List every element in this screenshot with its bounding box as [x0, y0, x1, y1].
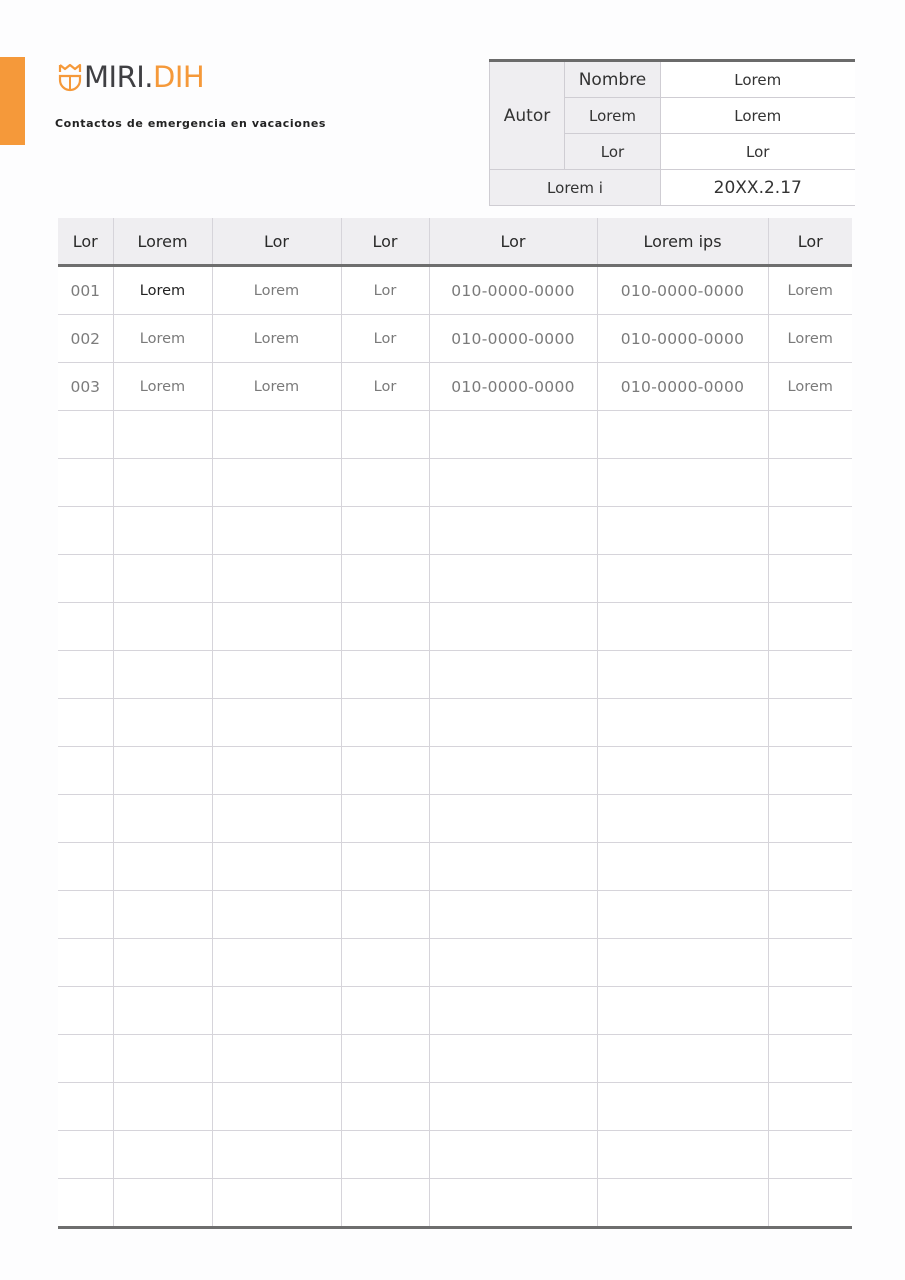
column-header: Lor [341, 218, 429, 266]
empty-cell[interactable] [597, 939, 768, 987]
empty-cell[interactable] [113, 795, 212, 843]
empty-cell[interactable] [768, 699, 852, 747]
document-subtitle: Contactos de emergencia en vacaciones [55, 117, 327, 130]
empty-cell[interactable] [113, 459, 212, 507]
empty-cell[interactable] [429, 411, 597, 459]
empty-cell[interactable] [58, 939, 113, 987]
column-header: Lor [212, 218, 341, 266]
empty-table-row [58, 411, 852, 459]
empty-cell[interactable] [341, 747, 429, 795]
empty-cell[interactable] [341, 507, 429, 555]
empty-cell[interactable] [768, 651, 852, 699]
table-cell[interactable]: 010-0000-0000 [429, 315, 597, 363]
empty-cell[interactable] [113, 411, 212, 459]
empty-cell[interactable] [429, 987, 597, 1035]
logo-main-text: MIRI [84, 59, 145, 94]
table-cell[interactable]: Lorem [768, 266, 852, 315]
empty-cell[interactable] [212, 1083, 341, 1131]
empty-table-row [58, 507, 852, 555]
info-row-label: Nombre [565, 61, 661, 98]
empty-cell[interactable] [212, 411, 341, 459]
empty-cell[interactable] [768, 891, 852, 939]
empty-cell[interactable] [429, 891, 597, 939]
empty-cell[interactable] [341, 843, 429, 891]
accent-bar [0, 57, 25, 145]
empty-cell[interactable] [58, 555, 113, 603]
empty-cell[interactable] [341, 891, 429, 939]
empty-cell[interactable] [212, 1035, 341, 1083]
empty-cell[interactable] [768, 843, 852, 891]
table-cell[interactable]: 010-0000-0000 [597, 315, 768, 363]
info-row-value[interactable]: Lorem [661, 98, 855, 134]
empty-cell[interactable] [597, 459, 768, 507]
empty-cell[interactable] [768, 939, 852, 987]
column-header: Lor [58, 218, 113, 266]
empty-table-row [58, 891, 852, 939]
date-label: Lorem i [490, 170, 661, 206]
table-cell[interactable]: Lorem [113, 363, 212, 411]
author-info-table [489, 59, 855, 206]
brand-logo [58, 60, 204, 94]
empty-cell[interactable] [113, 1083, 212, 1131]
empty-cell[interactable] [597, 987, 768, 1035]
empty-cell[interactable] [212, 459, 341, 507]
empty-cell[interactable] [429, 1179, 597, 1228]
empty-table-row [58, 747, 852, 795]
table-header-row [58, 218, 852, 266]
logo-dot: . [144, 59, 153, 94]
empty-cell[interactable] [58, 603, 113, 651]
empty-cell[interactable] [341, 411, 429, 459]
table-row [58, 315, 852, 363]
empty-cell[interactable] [768, 1083, 852, 1131]
empty-cell[interactable] [768, 459, 852, 507]
cat-mascot-icon [58, 62, 82, 92]
empty-cell[interactable] [597, 1083, 768, 1131]
empty-cell[interactable] [597, 555, 768, 603]
empty-cell[interactable] [341, 1083, 429, 1131]
empty-cell[interactable] [58, 1131, 113, 1179]
empty-cell[interactable] [597, 795, 768, 843]
table-cell[interactable]: Lor [341, 363, 429, 411]
empty-cell[interactable] [113, 603, 212, 651]
info-row-label: Lor [565, 134, 661, 170]
empty-cell[interactable] [58, 459, 113, 507]
empty-cell[interactable] [58, 987, 113, 1035]
empty-table-row [58, 987, 852, 1035]
table-cell[interactable]: Lorem [768, 363, 852, 411]
empty-cell[interactable] [429, 699, 597, 747]
column-header: Lor [429, 218, 597, 266]
empty-cell[interactable] [597, 507, 768, 555]
empty-cell[interactable] [768, 1131, 852, 1179]
empty-cell[interactable] [341, 699, 429, 747]
empty-cell[interactable] [58, 411, 113, 459]
empty-cell[interactable] [429, 939, 597, 987]
empty-cell[interactable] [341, 555, 429, 603]
empty-cell[interactable] [768, 603, 852, 651]
empty-cell[interactable] [212, 699, 341, 747]
table-cell[interactable]: Lor [341, 315, 429, 363]
empty-cell[interactable] [58, 1179, 113, 1228]
empty-table-row [58, 699, 852, 747]
empty-cell[interactable] [113, 699, 212, 747]
empty-cell[interactable] [768, 747, 852, 795]
empty-cell[interactable] [212, 507, 341, 555]
empty-cell[interactable] [58, 1035, 113, 1083]
empty-cell[interactable] [58, 795, 113, 843]
empty-cell[interactable] [429, 651, 597, 699]
table-cell[interactable]: Lorem [212, 363, 341, 411]
empty-cell[interactable] [113, 555, 212, 603]
empty-cell[interactable] [113, 843, 212, 891]
empty-cell[interactable] [429, 1035, 597, 1083]
empty-cell[interactable] [212, 939, 341, 987]
empty-cell[interactable] [58, 1083, 113, 1131]
empty-cell[interactable] [768, 1179, 852, 1228]
empty-cell[interactable] [429, 459, 597, 507]
empty-cell[interactable] [212, 1131, 341, 1179]
table-cell[interactable]: Lorem [113, 315, 212, 363]
empty-cell[interactable] [212, 795, 341, 843]
empty-cell[interactable] [429, 507, 597, 555]
empty-cell[interactable] [341, 795, 429, 843]
empty-cell[interactable] [768, 987, 852, 1035]
table-cell[interactable]: Lor [341, 266, 429, 315]
empty-cell[interactable] [341, 651, 429, 699]
table-cell[interactable]: Lorem [212, 266, 341, 315]
empty-cell[interactable] [341, 1131, 429, 1179]
empty-cell[interactable] [429, 795, 597, 843]
empty-cell[interactable] [212, 603, 341, 651]
table-cell[interactable]: 003 [58, 363, 113, 411]
table-cell[interactable]: 010-0000-0000 [597, 363, 768, 411]
empty-cell[interactable] [212, 891, 341, 939]
empty-cell[interactable] [113, 891, 212, 939]
date-row [490, 170, 855, 206]
empty-cell[interactable] [429, 1083, 597, 1131]
table-cell[interactable]: 010-0000-0000 [597, 266, 768, 315]
empty-cell[interactable] [429, 843, 597, 891]
empty-cell[interactable] [212, 1179, 341, 1228]
empty-table-row [58, 651, 852, 699]
empty-cell[interactable] [597, 411, 768, 459]
empty-cell[interactable] [58, 507, 113, 555]
empty-cell[interactable] [212, 555, 341, 603]
empty-cell[interactable] [341, 939, 429, 987]
empty-cell[interactable] [341, 1179, 429, 1228]
empty-table-row [58, 1131, 852, 1179]
empty-cell[interactable] [58, 699, 113, 747]
info-row-value[interactable]: Lor [661, 134, 855, 170]
empty-cell[interactable] [597, 1131, 768, 1179]
empty-cell[interactable] [212, 747, 341, 795]
column-header: Lorem [113, 218, 212, 266]
empty-cell[interactable] [597, 843, 768, 891]
table-cell[interactable]: 010-0000-0000 [429, 363, 597, 411]
info-row-label: Lorem [565, 98, 661, 134]
empty-cell[interactable] [58, 651, 113, 699]
empty-cell[interactable] [113, 651, 212, 699]
empty-cell[interactable] [768, 555, 852, 603]
empty-table-row [58, 1083, 852, 1131]
empty-table-row [58, 1035, 852, 1083]
column-header: Lorem ips [597, 218, 768, 266]
empty-cell[interactable] [768, 1035, 852, 1083]
empty-cell[interactable] [768, 411, 852, 459]
logo-accent-text: DIH [153, 59, 205, 94]
empty-cell[interactable] [58, 747, 113, 795]
empty-table-row [58, 555, 852, 603]
empty-cell[interactable] [341, 1035, 429, 1083]
empty-cell[interactable] [113, 747, 212, 795]
empty-cell[interactable] [597, 891, 768, 939]
empty-cell[interactable] [429, 555, 597, 603]
empty-cell[interactable] [597, 651, 768, 699]
empty-cell[interactable] [113, 1179, 212, 1228]
table-cell[interactable]: 010-0000-0000 [429, 266, 597, 315]
empty-cell[interactable] [113, 939, 212, 987]
empty-cell[interactable] [768, 507, 852, 555]
empty-cell[interactable] [341, 603, 429, 651]
column-header: Lor [768, 218, 852, 266]
table-cell[interactable]: 001 [58, 266, 113, 315]
empty-rows [58, 411, 852, 1228]
empty-cell[interactable] [113, 1131, 212, 1179]
info-row-value[interactable]: Lorem [661, 61, 855, 98]
empty-cell[interactable] [597, 1179, 768, 1228]
empty-cell[interactable] [113, 1035, 212, 1083]
empty-cell[interactable] [597, 603, 768, 651]
empty-table-row [58, 603, 852, 651]
empty-cell[interactable] [58, 891, 113, 939]
table-cell[interactable]: Lorem [768, 315, 852, 363]
table-row [58, 266, 852, 315]
empty-table-row [58, 843, 852, 891]
empty-cell[interactable] [768, 795, 852, 843]
table-cell[interactable]: 002 [58, 315, 113, 363]
empty-cell[interactable] [113, 507, 212, 555]
date-value[interactable]: 20XX.2.17 [661, 170, 855, 206]
empty-cell[interactable] [429, 603, 597, 651]
empty-cell[interactable] [597, 747, 768, 795]
empty-cell[interactable] [429, 1131, 597, 1179]
empty-cell[interactable] [212, 651, 341, 699]
empty-cell[interactable] [341, 459, 429, 507]
contacts-table [58, 218, 852, 1229]
autor-label: Autor [490, 61, 565, 170]
empty-cell[interactable] [212, 843, 341, 891]
info-row [490, 61, 855, 98]
empty-table-row [58, 1179, 852, 1228]
table-cell[interactable]: Lorem [212, 315, 341, 363]
empty-table-row [58, 459, 852, 507]
empty-table-row [58, 795, 852, 843]
empty-cell[interactable] [597, 699, 768, 747]
empty-table-row [58, 939, 852, 987]
empty-cell[interactable] [429, 747, 597, 795]
table-cell[interactable]: Lorem [113, 266, 212, 315]
empty-cell[interactable] [212, 987, 341, 1035]
empty-cell[interactable] [58, 843, 113, 891]
empty-cell[interactable] [113, 987, 212, 1035]
table-row [58, 363, 852, 411]
empty-cell[interactable] [341, 987, 429, 1035]
empty-cell[interactable] [597, 1035, 768, 1083]
